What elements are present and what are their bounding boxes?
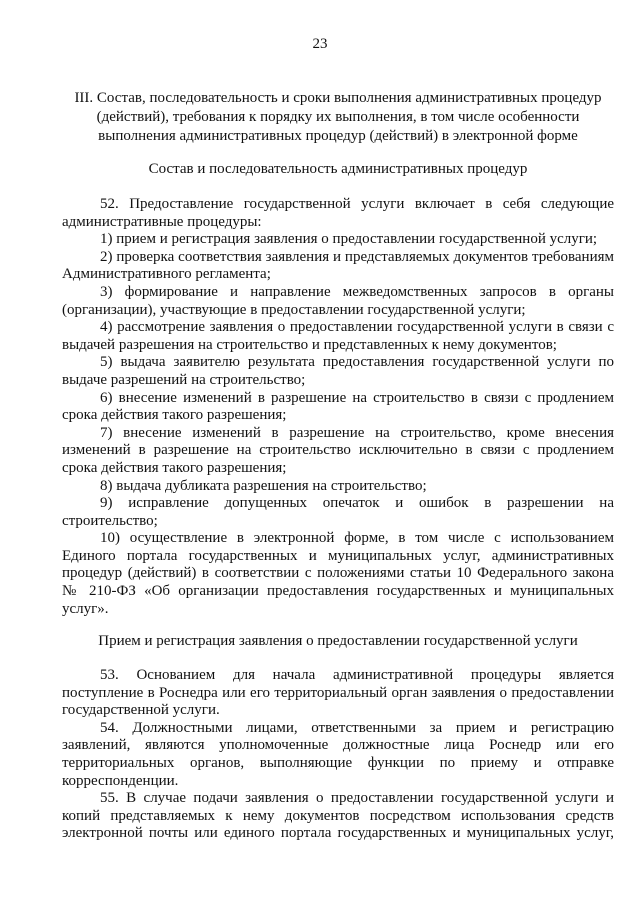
list-item-6: 6) внесение изменений в разрешение на строительство в связи с продлением срока действия такого разрешения; <box>62 389 614 424</box>
reception-section <box>62 667 614 843</box>
list-item-3: 3) формирование и направление межведомственных запросов в органы (организации), участвующие в предоставлении государственной услуги; <box>62 283 614 318</box>
section-title: III. Состав, последовательность и сроки выполнения административных процедур (действий), требования к порядку их выполнения, в том числе особенности выполнения административных процедур (действий) в электронной форме <box>74 90 602 144</box>
list-item-4: 4) рассмотрение заявления о предоставлении государственной услуги в связи с выдачей разрешения на строительство и представленных к нему документов; <box>62 319 614 353</box>
subheading-reception: Прием и регистрация заявления о предоставлении государственной услуги <box>98 633 578 649</box>
list-item-9: 9) исправление допущенных опечаток и ошибок в разрешении на строительство; <box>62 495 614 529</box>
procedures-list <box>62 196 614 618</box>
list-item-2: 2) проверка соответствия заявления и представляемых документов требованиям Административного регламента; <box>62 248 614 283</box>
list-item-10: 10) осуществление в электронной форме, в том числе с использованием Единого портала государственных и муниципальных услуг, административных процедур (действий) в соответствии с положениями статьи 10 Федерального закона № 210-ФЗ «Об организации предоставления государственных и муниципальных услуг». <box>62 530 614 617</box>
paragraph-53: 53. Основанием для начала административной процедуры является поступление в Роснедра или его территориальный орган заявления о предоставлении государственной услуги. <box>62 667 614 719</box>
paragraph-54: 54. Должностными лицами, ответственными за прием и регистрацию заявлений, являются уполномоченные должностные лица Роснедр или его территориальных органов, выполняющие функции по приему и отправке корреспонденции. <box>62 719 614 789</box>
paragraph-52: 52. Предоставление государственной услуги включает в себя следующие административные процедуры: <box>62 196 614 230</box>
subheading-composition: Состав и последовательность административных процедур <box>148 161 528 177</box>
list-item-5: 5) выдача заявителю результата предоставления государственной услуги по выдаче разрешений на строительство; <box>62 354 614 388</box>
list-item-1: 1) прием и регистрация заявления о предоставлении государственной услуги; <box>100 231 598 248</box>
paragraph-55: 55. В случае подачи заявления о предоставлении государственной услуги и копий представляемых к нему документов посредством использования средств электронной почты или единого портала государственных и муниципальных услуг, <box>62 790 614 842</box>
page-number: 23 <box>312 36 328 52</box>
list-item-8: 8) выдача дубликата разрешения на строительство; <box>100 477 427 494</box>
list-item-7: 7) внесение изменений в разрешение на строительство, кроме внесения изменений в разрешение на строительство исключительно в связи с продлением срока действия такого разрешения; <box>62 424 614 476</box>
